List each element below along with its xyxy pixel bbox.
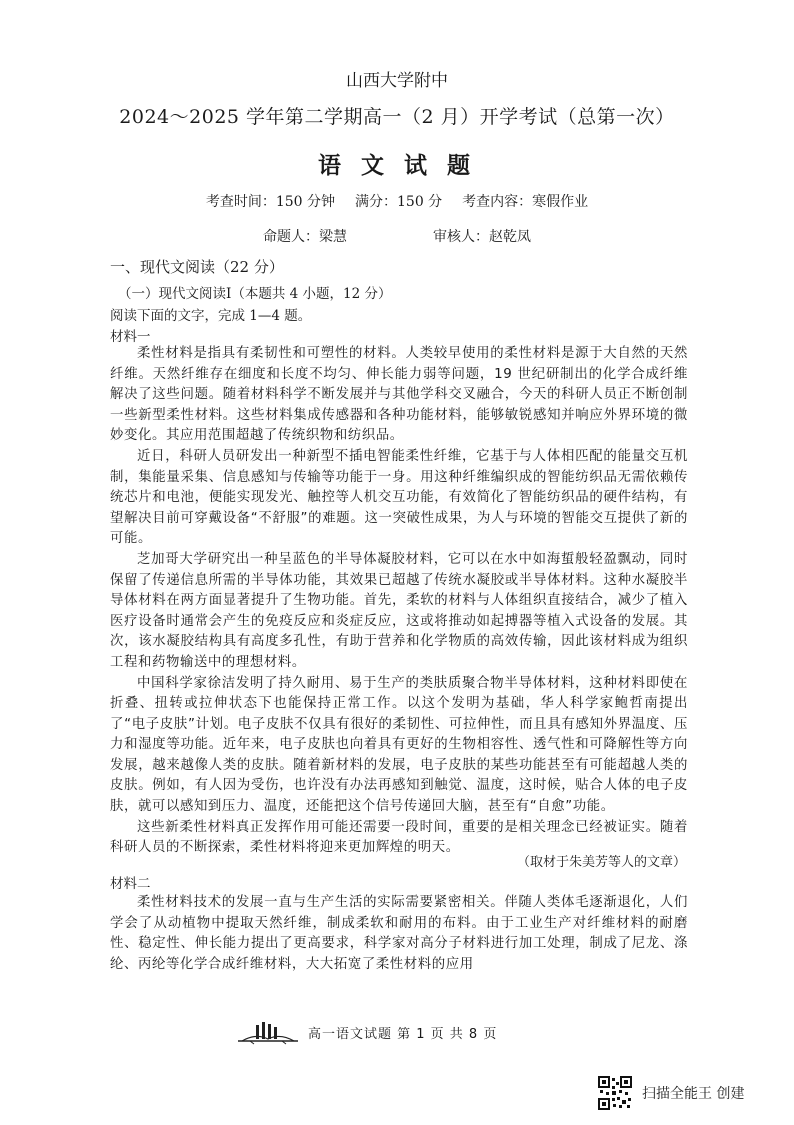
paragraph: 这些新柔性材料真正发挥作用可能还需要一段时间，重要的是相关理念已经被证实。随着科研人员的不断探索，柔性材料将迎来更加辉煌的明天。 xyxy=(110,819,688,856)
subject-title: 语 文 试 题 xyxy=(317,152,477,179)
school-name: 山西大学附中 xyxy=(346,71,448,91)
section-title: 一、现代文阅读（22 分） xyxy=(110,258,284,276)
paragraph: 柔性材料是指具有柔韧性和可塑性的材料。人类较早使用的柔性材料是源于大自然的天然纤维。天然纤维存在细度和长度不均匀、伸长能力弱等问题，19 世纪研制出的化学合成纤维解决了这些问题。随着材料科学不断发展并与其他学科交叉融合，今天的科研人员正不断创制一些新型柔性材料。这些材料集成传感器和各种功能材料，能够敏锐感知并响应外界环境的微妙变化。其应用范围超越了传统织物和纺织品。 xyxy=(110,346,688,444)
material-1-source: （取材于朱美芳等人的文章） xyxy=(516,855,686,870)
material-1-body xyxy=(110,344,688,859)
paragraph: 柔性材料技术的发展一直与生产生活的实际需要紧密相关。伴随人类体毛逐渐退化，人们学会了从动植物中提取天然纤维，制成柔软和耐用的布料。由于工业生产对纤维材料的耐磨性、稳定性、伸长能力提出了更高要求，科学家对高分子材料进行加工处理，制成了尼龙、涤纶、丙纶等化学合成纤维材料，大大拓宽了柔性材料的应用 xyxy=(110,895,688,972)
material-2-body xyxy=(110,893,688,975)
sub-section-title: （一）现代文阅读Ⅰ（本题共 4 小题，12 分） xyxy=(118,286,392,302)
exam-time: 考查时间：150 分钟 xyxy=(205,194,335,210)
exam-content: 考查内容：寒假作业 xyxy=(462,194,589,210)
scanner-watermark xyxy=(598,1075,744,1111)
paragraph: 芝加哥大学研究出一种呈蓝色的半导体凝胶材料，它可以在水中如海蜇般轻盈飘动，同时保留了传递信息所需的半导体功能，其效果已超越了传统水凝胶或半导体材料。这种水凝胶半导体材料在两方面显著提升了生物功能。首先，柔软的材料与人体组织直接结合，减少了植入医疗设备时通常会产生的免疫反应和炎症反应，这或将推动如起搏器等植入式设备的发展。其次，该水凝胶结构具有高度多孔性，有助于营养和化学物质的高效传输，因此该材料成为组织工程和药物输送中的理想材料。 xyxy=(110,551,688,670)
material-2-label: 材料二 xyxy=(110,876,151,892)
question-author: 命题人：梁慧 xyxy=(263,229,347,245)
scanner-label: 扫描全能王 创建 xyxy=(642,1086,745,1102)
exam-meta-line-2 xyxy=(0,226,794,246)
paragraph: 中国科学家徐洁发明了持久耐用、易于生产的类肤质聚合物半导体材料，这种材料即使在折叠、扭转或拉伸状态下也能保持正常工作。以这个发明为基础，华人科学家鲍哲南提出了“电子皮肤”计划。电子皮肤不仅具有很好的柔韧性、可拉伸性，而且具有感知外界温度、压力和湿度等功能。近年来，电子皮肤也向着具有更好的生物相容性、透气性和可降解性等方向发展，越来越像人类的皮肤。随着新材料的发展，电子皮肤的某些功能甚至有可能超越人类的皮肤。例如，有人因为受伤，也许没有办法再感知到触觉、温度，这时候，贴合人体的电子皮肤，就可以感知到压力、温度，还能把这个信号传递回大脑，甚至有“自愈”功能。 xyxy=(110,675,688,815)
page-info: 高一语文试题 第 1 页 共 8 页 xyxy=(308,1026,498,1042)
paragraph: 近日，科研人员研发出一种新型不插电智能柔性纤维，它基于与人体相匹配的能量交互机制，集能量采集、信息感知与传输等功能于一身。用这种纤维编织成的智能纺织品无需依赖传统芯片和电池，便能实现发光、触控等人机交互功能，有效简化了智能纺织品的硬件结构，有望解决目前可穿戴设备“不舒服”的难题。这一突破性成果，为人与环境的智能交互提供了新的可能。 xyxy=(110,448,688,547)
page-footer xyxy=(236,1019,497,1045)
qr-code-icon xyxy=(598,1076,632,1110)
full-score: 满分：150 分 xyxy=(355,194,443,210)
reading-instruction: 阅读下面的文字，完成 1—4 题。 xyxy=(110,308,312,324)
school-logo-icon xyxy=(236,1019,300,1045)
exam-meta-line-1 xyxy=(0,191,794,211)
reviewer: 审核人：赵乾凤 xyxy=(433,229,531,245)
material-1-label: 材料一 xyxy=(110,329,151,345)
exam-title: 2024～2025 学年第二学期高一（2 月）开学考试（总第一次） xyxy=(119,106,675,128)
